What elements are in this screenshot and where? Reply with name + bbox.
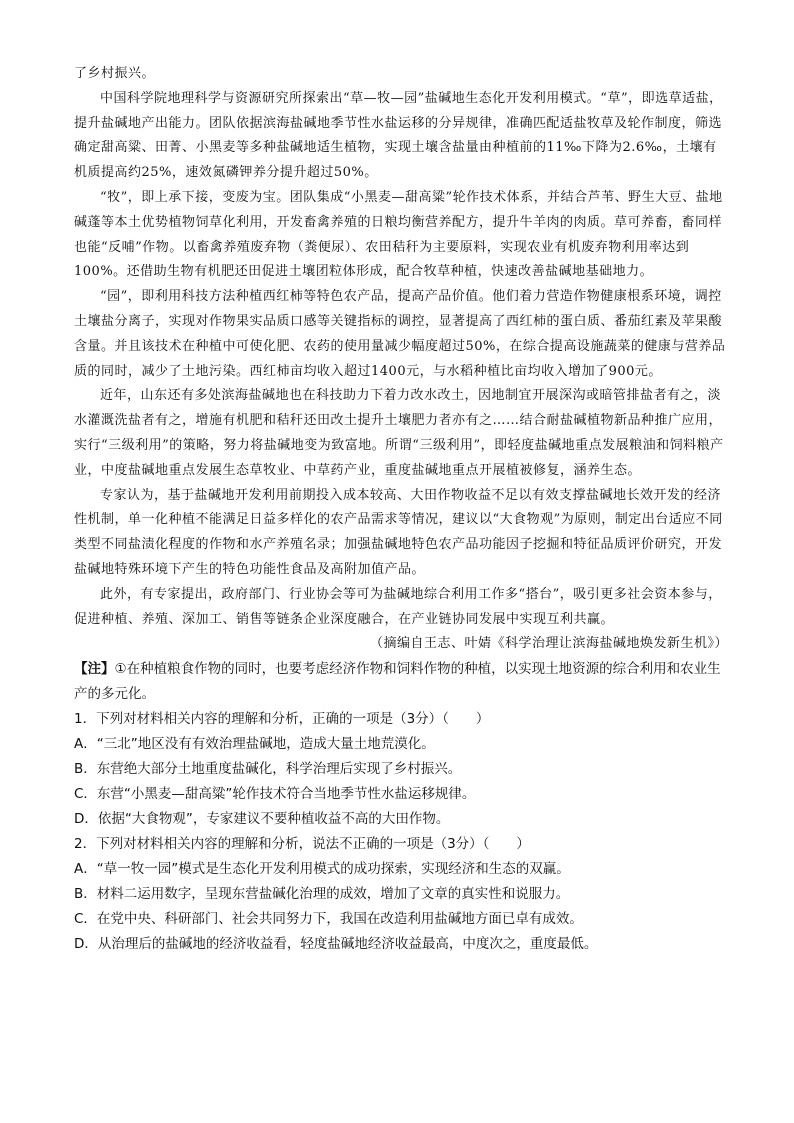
question-stem: 2．下列对材料相关内容的理解和分析，说法不正确的一项是（3分）（ ） (74, 836, 530, 853)
note (74, 657, 728, 707)
article-source: （摘编自王志、叶婧《科学治理让滨海盐碱地焕发新生机》） (369, 636, 728, 652)
article-paragraph: 专家认为，基于盐碱地开发利用前期投入成本较高、大田作物收益不足以有效支撑盐碱地长效开发的经济性机制，单一化种植不能满足日益多样化的农产品需求等情况，建议以“大食物观”为原则，制定出台适应不同类型不同盐渍化程度的作物和水产养殖名录；加强盐碱地特色农产品功能因子挖掘和特征品质评价研究，开发盐碱地特殊环境下产生的特色功能性食品及高附加值产品。 (74, 487, 723, 577)
question-2 (74, 832, 728, 957)
question-stem: 1．下列对材料相关内容的理解和分析，正确的一项是（3分）（ ） (74, 711, 490, 728)
option-a[interactable]: A．“三北”地区没有有效治理盐碱地，造成大量土地荒漠化。 (74, 736, 435, 753)
article-paragraph: “园”，即利用科技方法种植西红柿等特色农产品，提高产品价值。他们着力营造作物健康根系环境，调控土壤盐分离子，实现对作物果实品质口感等关键指标的调控，显著提高了西红柿的蛋白质、番茄红素及苹果酸含量。并且该技术在种植中可使化肥、农药的使用量减少幅度超过50%，在综合提高设施蔬菜的健康与营养品质的同时，减少了土地污染。西红柿亩均收入超过1400元，与水稻种植比亩均收入增加了900元。 (74, 289, 726, 379)
document-page (74, 62, 728, 957)
question-1 (74, 707, 728, 832)
article-paragraph: “牧”，即上承下接，变废为宝。团队集成“小黑麦—甜高粱”轮作技术体系，并结合芦苇、野生大豆、盐地碱蓬等本土优势植物饲草化利用，开发畜禽养殖的日粮均衡营养配方，提升牛羊肉的肉质。草可养畜，畜同样也能“反哺”作物。以畜禽养殖废弃物（粪便尿）、农田秸秆为主要原料，实现农业有机废弃物利用率达到100%。还借助生物有机肥还田促进土壤团粒体形成，配合牧草种植，快速改善盐碱地基础地力。 (74, 189, 723, 280)
option-c[interactable]: C．在党中央、科研部门、社会共同努力下，我国在改造利用盐碱地方面已卓有成效。 (74, 911, 583, 928)
article-paragraph: 了乡村振兴。 (74, 66, 156, 81)
note-text: ①在种植粮食作物的同时，也要考虑经济作物和饲料作物的种植，以实现土地资源的综合利用和农业生产的多元化。 (74, 661, 721, 703)
article-body (74, 62, 728, 657)
option-a[interactable]: A．“草一牧一园”模式是生态化开发利用模式的成功探索，实现经济和生态的双赢。 (74, 861, 570, 878)
option-d[interactable]: D．从治理后的盐碱地的经济收益看，轻度盐碱地经济收益最高，中度次之，重度最低。 (74, 936, 598, 953)
option-b[interactable]: B．东营绝大部分土地重度盐碱化，科学治理后实现了乡村振兴。 (74, 761, 462, 778)
article-paragraph: 近年，山东还有多处滨海盐碱地也在科技助力下着力改水改土，因地制宜开展深沟或暗管排盐者有之，淡水灌溉洗盐者有之，增施有机肥和秸秆还田改土提升土壤肥力者亦有之……结合耐盐碱植物新品种推广应用，实行“三级利用”的策略，努力将盐碱地变为致富地。所谓“三级利用”，即轻度盐碱地重点发展粮油和饲料粮产业，中度盐碱地重点发展生态草牧业、中草药产业，重度盐碱地重点开展植被修复，涵养生态。 (74, 388, 724, 478)
note-label: 【注】 (74, 661, 115, 678)
option-c[interactable]: C．东营“小黑麦—甜高粱”轮作技术符合当地季节性水盐运移规律。 (74, 786, 476, 803)
article-paragraph: 此外，有专家提出，政府部门、行业协会等可为盐碱地综合利用工作多“搭台”，吸引更多社会资本参与，促进种植、养殖、深加工、销售等链条企业深度融合，在产业链协同发展中实现互利共赢。 (74, 586, 722, 627)
article-paragraph: 中国科学院地理科学与资源研究所探索出“草—牧—园”盐碱地生态化开发利用模式。“草”，即选草适盐，提升盐碱地产出能力。团队依据滨海盐碱地季节性水盐运移的分异规律，准确匹配适盐牧草及轮作制度，筛选确定甜高粱、田菁、小黑麦等多种盐碱地适生植物，实现土壤含盐量由种植前的11‰下降为2.6‰，土壤有机质提高约25%，速效氮磷钾养分提升超过50%。 (74, 90, 723, 181)
option-b[interactable]: B．材料二运用数字，呈现东营盐碱化治理的成效，增加了文章的真实性和说服力。 (74, 886, 570, 903)
option-d[interactable]: D．依据“大食物观”，专家建议不要种植收益不高的大田作物。 (74, 811, 450, 828)
